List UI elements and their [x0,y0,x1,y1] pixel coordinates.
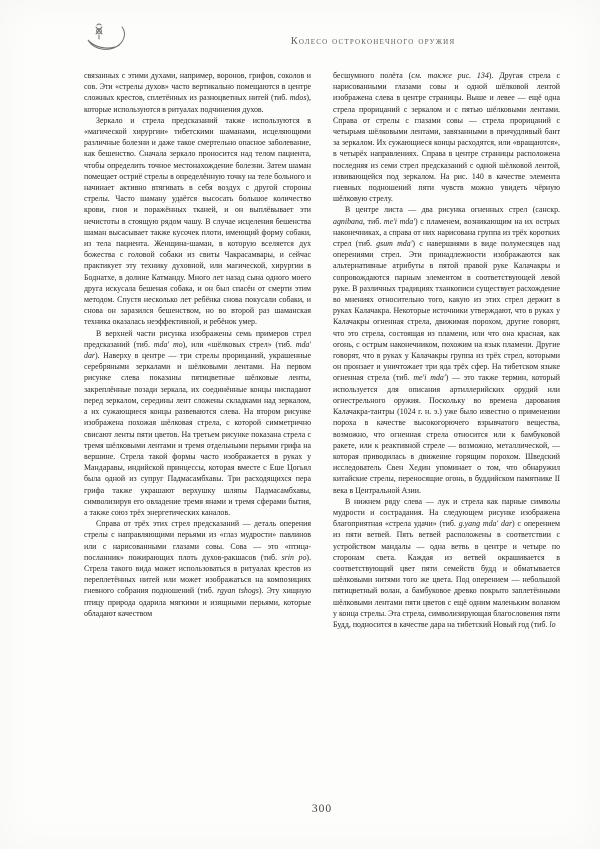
two-column-text-block [84,70,560,774]
paragraph: В нижнем ряду слева — лук и стрела как парные символы мудрости и сострадания. На следующем рисунке изображена благоприятная «стрела удачи» (тиб. g.yang mda' dar) с оперением из пяти ветвей. Пять ветвей расположены в соответствии с устройством мандалы — одна ветвь в центре и четыре по сторонам света. Каждая из ветвей окрашивается в соответствующий цвет пяти семейств будд и обматывается шёлковыми нитями того же цвета. Под оперением — небольшой пятицветный волан, а бамбуковое древко покрыто заплетёнными шёлковыми лентами пяти цветов с ещё одним маленьким воланом у конца стрелы. Эта стрела, символизирующая благословения пяти Будд, подносится в качестве дара на тибетский Новый год (тиб. lo [333,495,560,629]
page-number: 300 [311,803,333,815]
paragraph: В верхней части рисунка изображены семь примеров стрел предсказаний (тиб. mda' mo), или «шёлковых стрел» (тиб. mda' dar). Наверху в центре — три стрелы прорицаний, украшенные серебряными зеркалами и шёлковыми лентами. На первом рисунке слева показаны пятицветные шёлковые ленты, закреплённые позади зеркала, их соединённые концы ниспадают перед зеркалом, середины лент сложены складками над зеркалом, а их сужающиеся концы развеваются слева. На втором рисунке изображена похожая шёлковая стрела, с которой симметрично свисают ленты пяти цветов. На третьем рисунке показана стрела с тремя шёлковыми лентами и тремя отдельными перьями грифа на вершине. Стрела такой формы часто изображается в руках у Мандаравы, индийской принцессы, которая вместе с Еше Цогьял была одной из супруг Падмасамбхавы. Три расходящихся пера грифа также украшают верхушку шляпы Падмасамбхавы, символизируя его овладение тремя янами и тремя сферами бытия, а также союз трёх энергетических каналов. [84,327,311,517]
text-column-left [84,70,311,774]
paragraph: В центре листа — два рисунка огненных стрел (санскр. agnibana, тиб. me'i mda') с пламенем, возникающим на их острых наконечниках, а справа от них нарисована группа из трёх коротких стрел (тиб. gsum mda') с навершиями в виде полумесяцев над оперениями стрел. Эти принадлежности изображаются как альтернативные атрибуты в пятой правой руке Калачакры и сопровождаются парным элементом в соответствующей левой руке. В различных традициях тханкописи существует расхождение во мнениях относительно того, какую из этих стрел держит в руках Калачакра. Некоторые источники утверждают, что в руках у Калачакры огненная стрела, движимая порохом, другие говорят, что это стрела, состоящая из пламени, или что она красная, как огонь, с острым наконечником, похожим на язык пламени. Другие говорят, что в руках у Калачакры группа из трёх стрел, которыми он пронзает и уничтожает три яда трёх сфер. На тибетском языке огненная стрела (тиб. me'i mda') — это также термин, который используется для описания артиллерийских орудий или огнестрельного оружия. Поскольку во времена дарования Калачакра-тантры (1024 г. н. э.) уже было известно о применении пороха в качестве высокогорючего взрывчатого вещества, возможно, что огненная стрела относится или к бамбуковой ракете, или к реактивной стреле — возможно, металлической, — которая приводилась в движение горящим порохом. Шведский исследователь Свен Хедин упоминает о том, что обнаружил китайские стрелы, переносящие огонь, в буддийском памятнике II века в Центральной Азии. [333,204,560,495]
paragraph: бесшумного полёта (см. также рис. 134). Другая стрела с нарисованными глазами совы и одной шёлковой лентой изображена слева в центре страницы. Выше и левее — ещё одна стрела прорицаний с зеркалом и с пятью шёлковыми лентами. Справа от стрелы с глазами совы — стрела прорицаний с четырьмя шёлковыми лентами, завязанными в причудливый бант за зеркалом. Их сужающиеся концы расходятся, или «вращаются», в четырёх направлениях. Справа в центре страницы расположена последняя из семи стрел предсказаний с одной шёлковой лентой, извивающейся под зеркалом. На рис. 140 в качестве элемента гневных подношений пяти чувств можно увидеть чёрную шёлковую стрелу. [333,70,560,204]
text-column-right [333,70,560,774]
paragraph: Зеркало и стрела предсказаний также используются в «магической хирургии» тибетскими шаманами, исцеляющими различные болезни и даже такое смертельно опасное заболевание, как бешенство. Сначала зеркало проносится над телом пациента, чтобы определить точное местонахождение болезни. Затем шаман помещает остриё стрелы в определённую точку на теле больного и начинает активно втягивать в себя воздух с другой стороны стрелы. Часто шаману удаётся высосать большое количество крови, гноя и поражённых тканей, и он выплёвывает эти нечистоты в стоящую рядом чашу. В случае исцеления бешенства шаман высасывает также кусочек плоти, имеющий форму собаки, из тела пациента. Женщина-шаман, в которую вселяется дух божества с головой собаки из свиты Чакрасамвары, и сейчас практикует эту технику духовной, или магической, хирургии в Боднатхе, в долине Катманду. Много лет назад сына одного моего друга искусала бешеная собака, и он был спасён от смерти этим методом. Спустя несколько лет ребёнка снова покусали собаки, и снова он заразился бешенством, но во второй раз шаманская техника оказалась неэффективной, и ребёнок умер. [84,114,311,327]
paragraph: Справа от трёх этих стрел предсказаний — деталь оперения стрелы с направляющими перьями из «глаз мудрости» павлинов или с нарисованными глазами совы. Сова — это «птица-посланник» пожирающих плоть духов-ракшасов (тиб. srin po). Стрела такого вида может использоваться в ритуалах крестов из переплетённых нитей или может изображаться на композициях гневного собрания подношений (тиб. rgyan tshogs). Эту хищную птицу природа одарила мягкими и изящными перьями, которые обладают качеством [84,518,311,618]
paragraph: связанных с этими духами, например, воронов, грифов, соколов и сов. Эти «стрелы духов» часто вертикально помещаются в центре сложных крестов, сплетённых из разноцветных нитей (тиб. mdos), которые используются в ритуалах подчинения духов. [84,70,311,114]
running-title: Колесо остроконечного оружия [290,36,456,47]
crescent-knife-ornament-icon [84,22,130,56]
page-header [84,22,560,58]
